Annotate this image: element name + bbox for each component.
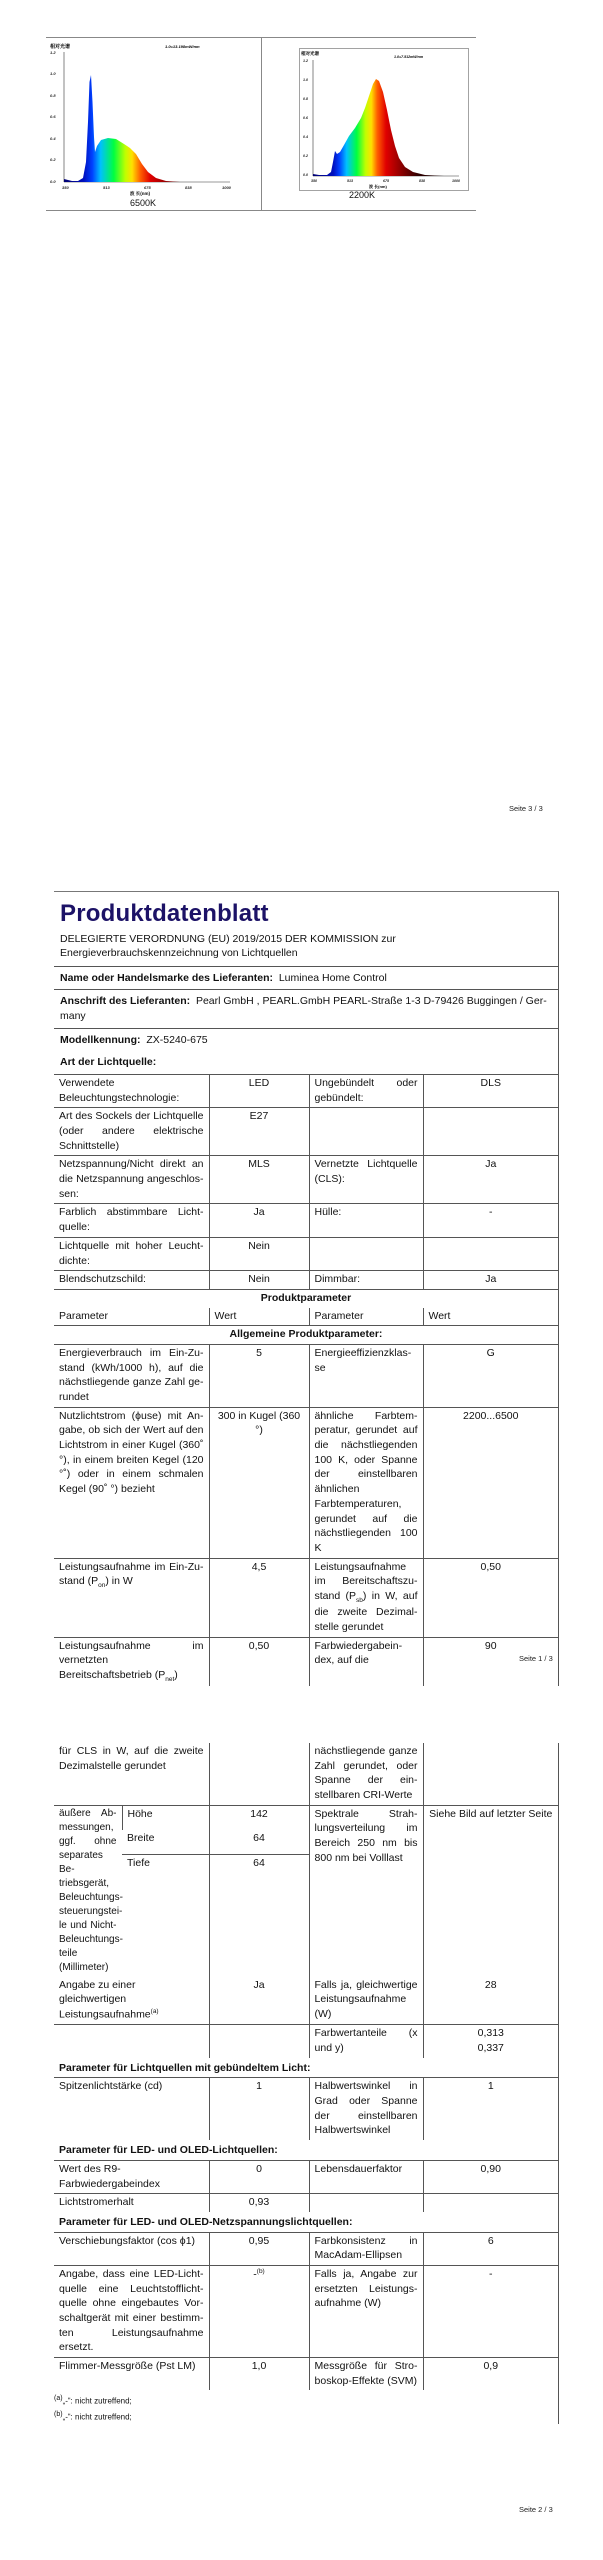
table-row: Energieverbrauch im Ein-Zustand (kWh/1000 h), auf die nächstliegende ganze Zahl gerundet 5 Energieeffizienzklasse G bbox=[54, 1344, 558, 1407]
page-title: Produktdatenblatt bbox=[60, 900, 269, 927]
table-row: Spitzenlichtstärke (cd) 1 Halbwertswinkel in Grad oder Spanne der einstellbaren Halbwertswinkel 1 bbox=[54, 2078, 558, 2140]
table-row: Nutzlichtstrom (ϕuse) mit Angabe, ob sich der Wert auf den Lichtstrom in einer Kugel (360˚ °), in einem breiten Kegel (120 °˚) oder in einem schmalen Kegel (90˚ °) bezieht 300 in Kugel (360 °) ähnliche Farbtemperatur, gerundet auf die nächstliegenden 100 K, oder Spanne der einstellbaren ähnlichen Farbtemperaturen, gerundet auf die nächstliegenden 100 K 2200...6500 bbox=[54, 1407, 558, 1558]
svg-text:838: 838 bbox=[185, 185, 192, 190]
svg-text:513: 513 bbox=[103, 185, 110, 190]
chart-caption-6500k: 6500K bbox=[130, 198, 157, 208]
chroma-y: 0,337 bbox=[477, 2042, 504, 2054]
footnote-b: $^{(b)}$„-“: nicht zutreffend; bbox=[54, 2410, 132, 2422]
svg-text:0.2: 0.2 bbox=[50, 157, 56, 162]
svg-text:1.0: 1.0 bbox=[50, 71, 56, 76]
column-header-row bbox=[54, 1308, 558, 1326]
reference-label: 1.0=7.512mW/nm bbox=[394, 55, 424, 59]
spectrum-chart-2200k bbox=[299, 48, 469, 191]
svg-text:675: 675 bbox=[144, 185, 151, 190]
svg-text:0.6: 0.6 bbox=[303, 116, 308, 120]
x-axis-label: 波 长(nm) bbox=[130, 191, 150, 196]
section-heading-row bbox=[54, 2140, 558, 2160]
section-heading-row bbox=[54, 1289, 558, 1307]
supplier-name-row bbox=[54, 966, 558, 990]
model-id: ZX-5240-675 bbox=[146, 1033, 208, 1046]
reference-label: 1.0=13.198mW/nm bbox=[165, 44, 200, 49]
column-header: Parameter bbox=[309, 1308, 423, 1326]
dimensions-row: Breite 64 bbox=[54, 1830, 558, 1855]
svg-text:513: 513 bbox=[347, 179, 353, 183]
svg-text:0.4: 0.4 bbox=[303, 135, 308, 139]
page-number-3: Seite 3 / 3 bbox=[509, 804, 543, 813]
svg-text:675: 675 bbox=[383, 179, 389, 183]
svg-text:0.8: 0.8 bbox=[50, 93, 56, 98]
supplier-name: Luminea Home Control bbox=[278, 971, 387, 984]
product-params-table-continued bbox=[54, 1743, 558, 2390]
table-row: Leistungsaufnahme im vernetzten Bereitschaftsbetrieb $(P_{net})$ 0,50 Farbwiedergabeindex, auf die 90 bbox=[54, 1637, 558, 1686]
svg-text:350: 350 bbox=[311, 179, 317, 183]
svg-text:0.0: 0.0 bbox=[50, 179, 56, 184]
svg-text:0.0: 0.0 bbox=[303, 173, 308, 177]
column-header: Wert bbox=[209, 1308, 309, 1326]
chart-6500k-cell bbox=[46, 38, 262, 210]
mains-params-heading: Parameter für LED- und OLED-Netzspannungslichtquellen: bbox=[59, 2215, 353, 2228]
table-row: Lichtstromerhalt 0,93 bbox=[54, 2194, 558, 2212]
svg-text:1000: 1000 bbox=[452, 179, 460, 183]
svg-text:1.2: 1.2 bbox=[303, 59, 308, 63]
column-header: Wert bbox=[423, 1308, 558, 1326]
svg-text:0.2: 0.2 bbox=[303, 154, 308, 158]
table-row: Wert des R9-Farbwiedergabeindex 0 Lebensdauerfaktor 0,90 bbox=[54, 2160, 558, 2193]
chart-2200k-cell bbox=[262, 38, 476, 210]
table-row: Blendschutzschild: Nein Dimmbar: Ja bbox=[54, 1271, 558, 1290]
table-row: Lichtquelle mit hoher Leuchtdichte: Nein bbox=[54, 1237, 558, 1270]
supplier-address-label: Anschrift des Lieferanten: bbox=[60, 995, 191, 1008]
model-label: Modellkennung: bbox=[60, 1033, 141, 1046]
svg-text:350: 350 bbox=[62, 185, 69, 190]
dimensions-row: Tiefe 64 bbox=[54, 1855, 558, 1977]
table-row: Netzspannung/Nicht direkt an die Netzspannung angeschlossen: MLS Vernetzte Lichtquelle (CLS): Ja bbox=[54, 1156, 558, 1204]
product-data-sheet-page-1 bbox=[54, 891, 559, 1686]
light-source-type-table bbox=[54, 1074, 558, 1686]
section-heading-row bbox=[54, 1326, 558, 1345]
y-axis-label: 相对光谱 bbox=[301, 51, 319, 56]
svg-text:838: 838 bbox=[419, 179, 425, 183]
supplier-address-row bbox=[54, 989, 558, 1027]
regulation-text: DELEGIERTE VERORDNUNG (EU) 2019/2015 DER KOMMISSION zur Energieverbrauchskennzeichnung von Lichtquellen bbox=[60, 933, 396, 960]
table-row: Angabe zu einer gleichwertigen Leistungsaufnahme$^{(a)}$ Ja Falls ja, gleichwertige Leistungsaufnahme (W) 28 bbox=[54, 1977, 558, 2025]
product-data-sheet-page-2 bbox=[54, 1743, 559, 2424]
table-row: Farbwertanteile (x und y) 0,313 0,337 bbox=[54, 2025, 558, 2058]
table-row: Art des Sockels der Lichtquelle (oder andere elektrische Schnittstelle) E27 bbox=[54, 1108, 558, 1156]
table-row: Verwendete Beleuchtungstechnologie: LED Ungebündelt oder gebündelt: DLS bbox=[54, 1074, 558, 1107]
table-row: Flimmer-Messgröße (Pst LM) 1,0 Messgröße für Stroboskop-Effekte (SVM) 0,9 bbox=[54, 2358, 558, 2391]
light-source-type-heading: Art der Lichtquelle: bbox=[60, 1056, 157, 1069]
section-heading-row bbox=[54, 2212, 558, 2232]
svg-text:0.8: 0.8 bbox=[303, 97, 308, 101]
table-row: Verschiebungsfaktor (cos ϕ1) 0,95 Farbkonsistenz in MacAdam-Ellipsen 6 bbox=[54, 2232, 558, 2265]
svg-text:1000: 1000 bbox=[222, 185, 231, 190]
dimensions-label: äußere Abmessungen, ggf. ohne separates Betriebsgerät, Beleuchtungssteuerungsteile und Nicht-Beleuchtungsteile (Millimeter) bbox=[54, 1805, 122, 1977]
led-params-heading: Parameter für LED- und OLED-Lichtquellen: bbox=[59, 2144, 278, 2157]
footnotes bbox=[54, 2390, 558, 2424]
column-header: Parameter bbox=[59, 1309, 109, 1322]
chart-caption-2200k: 2200K bbox=[349, 190, 376, 200]
product-params-heading: Produktparameter bbox=[54, 1289, 558, 1307]
supplier-address: Pearl GmbH , PEARL.GmbH PEARL-Straße 1-3 D-79426 Buggingen / Germany bbox=[60, 995, 547, 1022]
footnote-a: $^{(a)}$„-“: nicht zutreffend; bbox=[54, 2395, 132, 2407]
table-row: für CLS in W, auf die zweite Dezimalstelle gerundet nächstliegende ganze Zahl gerundet, oder Spanne der einstellbaren CRI-Werte bbox=[54, 1743, 558, 1805]
spectrum-charts-panel bbox=[46, 37, 476, 211]
spectrum-chart-6500k bbox=[50, 42, 262, 197]
section-heading-row bbox=[54, 2058, 558, 2078]
model-row bbox=[54, 1028, 558, 1052]
dimensions-row: äußere Abmessungen, ggf. ohne separates Betriebsgerät, Beleuchtungssteuerungsteile und Nicht-Beleuchtungsteile (Millimeter) Höhe 142 Spektrale Strahlungsverteilung im Bereich 250 nm bis 800 nm bei Volllast Siehe Bild auf letzter Seite bbox=[54, 1805, 558, 1830]
svg-text:1.2: 1.2 bbox=[50, 50, 56, 55]
svg-text:1.0: 1.0 bbox=[303, 78, 308, 82]
svg-text:0.4: 0.4 bbox=[50, 136, 56, 141]
table-row: Farblich abstimmbare Lichtquelle: Ja Hülle: - bbox=[54, 1204, 558, 1237]
page-number-1: Seite 1 / 3 bbox=[519, 1654, 553, 1663]
table-row: Leistungsaufnahme im Ein-Zustand $(P_{on})$ in W 4,5 Leistungsaufnahme im Bereitschaftszustand $(P_{sb})$ in W, auf die zweite Dezimalstelle gerundet 0,50 bbox=[54, 1558, 558, 1637]
supplier-name-label: Name oder Handelsmarke des Lieferanten: bbox=[60, 971, 273, 984]
x-axis-label: 波 长(nm) bbox=[369, 184, 387, 189]
page-number-2: Seite 2 / 3 bbox=[519, 2505, 553, 2514]
svg-text:0.6: 0.6 bbox=[50, 114, 56, 119]
general-params-heading: Allgemeine Produktparameter: bbox=[54, 1326, 558, 1345]
directional-params-heading: Parameter für Lichtquellen mit gebündeltem Licht: bbox=[59, 2061, 311, 2074]
chroma-x: 0,313 bbox=[477, 2027, 504, 2040]
y-axis-label: 相对光谱 bbox=[50, 44, 71, 50]
table-row: Angabe, dass eine LED-Lichtquelle eine Leuchtstofflichtquelle ohne eingebautes Vorschaltgerät mit einer bestimmten Leistungsaufnahme ersetzt. -$^{(b)}$ Falls ja, Angabe zur ersetzten Leistungsaufnahme (W) - bbox=[54, 2265, 558, 2357]
